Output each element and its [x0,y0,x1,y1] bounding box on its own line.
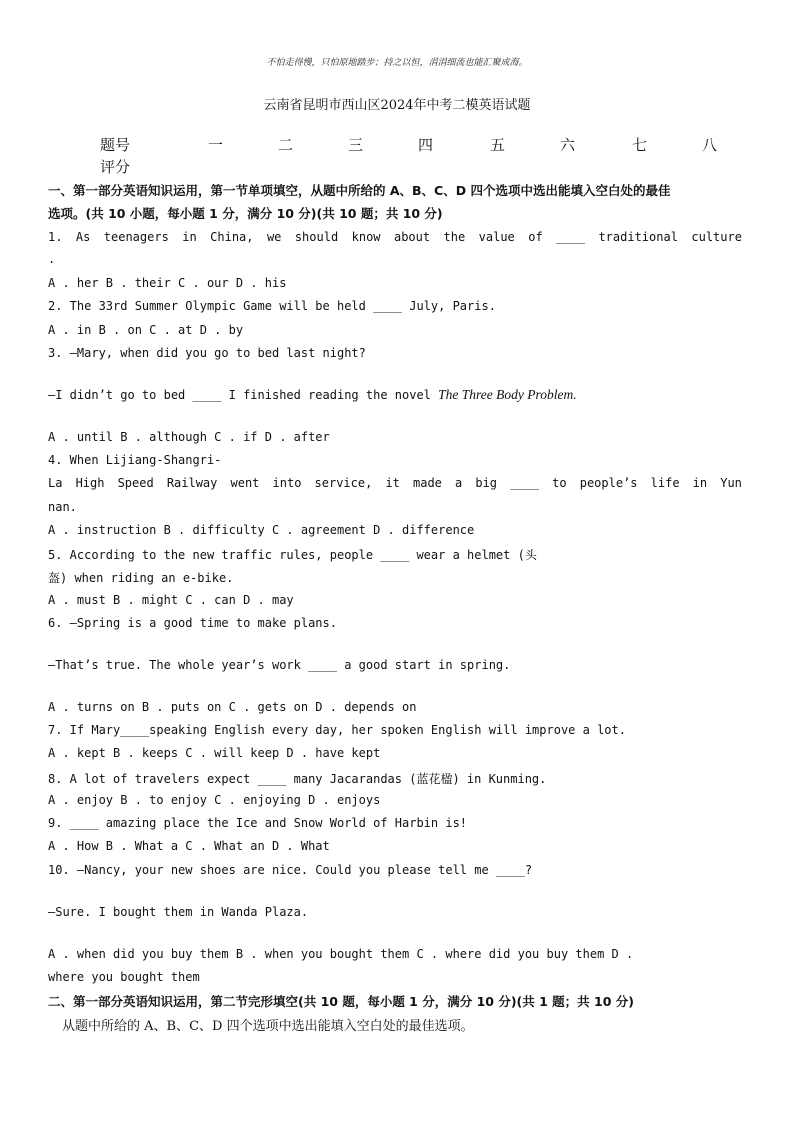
question-5-line2: 盔) when riding an e-bike. [48,571,234,585]
q1-word: value [478,230,515,244]
q4-word: went [230,476,260,490]
q4-word: High [75,476,105,490]
q4-word: life [650,476,680,490]
question-10-options-line2: where you bought them [48,970,200,984]
page-title: 云南省昆明市西山区2024年中考二模英语试题 [263,98,531,113]
q4-word: into [272,476,302,490]
q1-word: about [393,230,431,244]
score-column: 一 [208,136,224,154]
section2-instruction: 从题中所给的 A、B、C、D 四个选项中选出能填入空白处的最佳选项。 [62,1019,474,1034]
question-3-options: A . until B . although C . if D . after [48,430,330,444]
q1-word: should [294,230,339,244]
q1-word: teenagers [103,230,169,244]
q4-word: Railway [166,476,218,490]
q4-word: it [385,476,400,490]
question-9-options: A . How B . What a C . What an D . What [48,839,330,853]
question-3: 3. —Mary, when did you go to bed last night? [48,346,366,360]
section2-heading: 二、第一部分英语知识运用，第二节完形填空(共 10 题，每小题 1 分，满分 10 分)(共 1 题；共 10 分) [48,994,634,1009]
question-6: 6. —Spring is a good time to make plans. [48,616,337,630]
question-4-line3: nan. [48,500,77,514]
question-1-options: A . her B . their C . our D . his [48,276,287,290]
q1-word: culture [691,230,742,244]
score-column: 六 [560,136,576,154]
q4-word: in [692,476,708,490]
question-4-line2 [48,476,742,490]
q1-blank: ____ [556,230,586,244]
header-motto: 不怕走得慢，只怕原地踏步；持之以恒，涓涓细流也能汇聚成海。 [266,58,528,68]
q1-word: As [75,230,91,244]
q1-word: China, [210,230,254,244]
question-8: 8. A lot of travelers expect ____ many Jacarandas (蓝花楹) in Kunming. [48,772,547,786]
question-8-options: A . enjoy B . to enjoy C . enjoying D . enjoys [48,793,381,807]
question-7: 7. If Mary____speaking English every day, her spoken English will improve a lot. [48,723,626,737]
q1-word: in [182,230,197,244]
question-5-options: A . must B . might C . can D . may [48,593,294,607]
score-column: 二 [278,136,294,154]
q1-word: know [351,230,381,244]
score-column: 五 [490,136,506,154]
q4-word: Speed [117,476,154,490]
question-7-options: A . kept B . keeps C . will keep D . have kept [48,746,381,760]
score-column: 三 [348,136,364,154]
question-5: 5. According to the new traffic rules, people ____ wear a helmet (头 [48,548,537,562]
question-10-answer: —Sure. I bought them in Wanda Plaza. [48,905,309,919]
question-3-answer [48,387,577,403]
q1-word: of [528,230,543,244]
q1-word: traditional [598,230,678,244]
question-6-answer: —That’s true. The whole year’s work ____ a good start in spring. [48,658,511,672]
question-2-options: A . in B . on C . at D . by [48,323,244,337]
question-3-book-title: The Three Body Problem. [438,387,577,402]
question-1 [48,230,742,244]
score-label: 评分 [100,158,131,176]
q4-word: Yun [720,476,742,490]
section1-heading: 选项。(共 10 小题，每小题 1 分，满分 10 分)(共 10 题；共 10 分) [48,206,443,221]
q4-word: service, [314,476,373,490]
section1-heading: 一、第一部分英语知识运用，第一节单项填空，从题中所给的 A、B、C、D 四个选项中选出能填入空白处的最佳 [48,183,671,198]
q4-word: La [48,476,63,490]
score-column: 四 [418,136,434,154]
q4-word: made [413,476,442,490]
q1-word: we [266,230,282,244]
q4-word: people’s [579,476,638,490]
question-3-answer-text: —I didn’t go to bed ____ I finished reading the novel [48,388,439,402]
q4-word: a [455,476,463,490]
q1-word: 1. [48,230,63,244]
score-column: 八 [702,136,718,154]
score-row-label: 题号 [100,136,131,154]
score-column: 七 [632,136,648,154]
question-1-end: . [48,252,56,266]
question-4: 4. When Lijiang-Shangri- [48,453,222,467]
question-6-options: A . turns on B . puts on C . gets on D . depends on [48,700,417,714]
q4-blank: ____ [510,476,540,490]
q4-word: to [552,476,567,490]
question-10: 10. —Nancy, your new shoes are nice. Could you please tell me ____? [48,863,533,877]
question-4-options: A . instruction B . difficulty C . agreement D . difference [48,523,475,537]
q1-word: the [443,230,466,244]
q4-word: big [475,476,498,490]
question-10-options: A . when did you buy them B . when you bought them C . where did you buy them D . [48,947,634,961]
question-2: 2. The 33rd Summer Olympic Game will be held ____ July, Paris. [48,299,496,313]
question-9: 9. ____ amazing place the Ice and Snow World of Harbin is! [48,816,468,830]
